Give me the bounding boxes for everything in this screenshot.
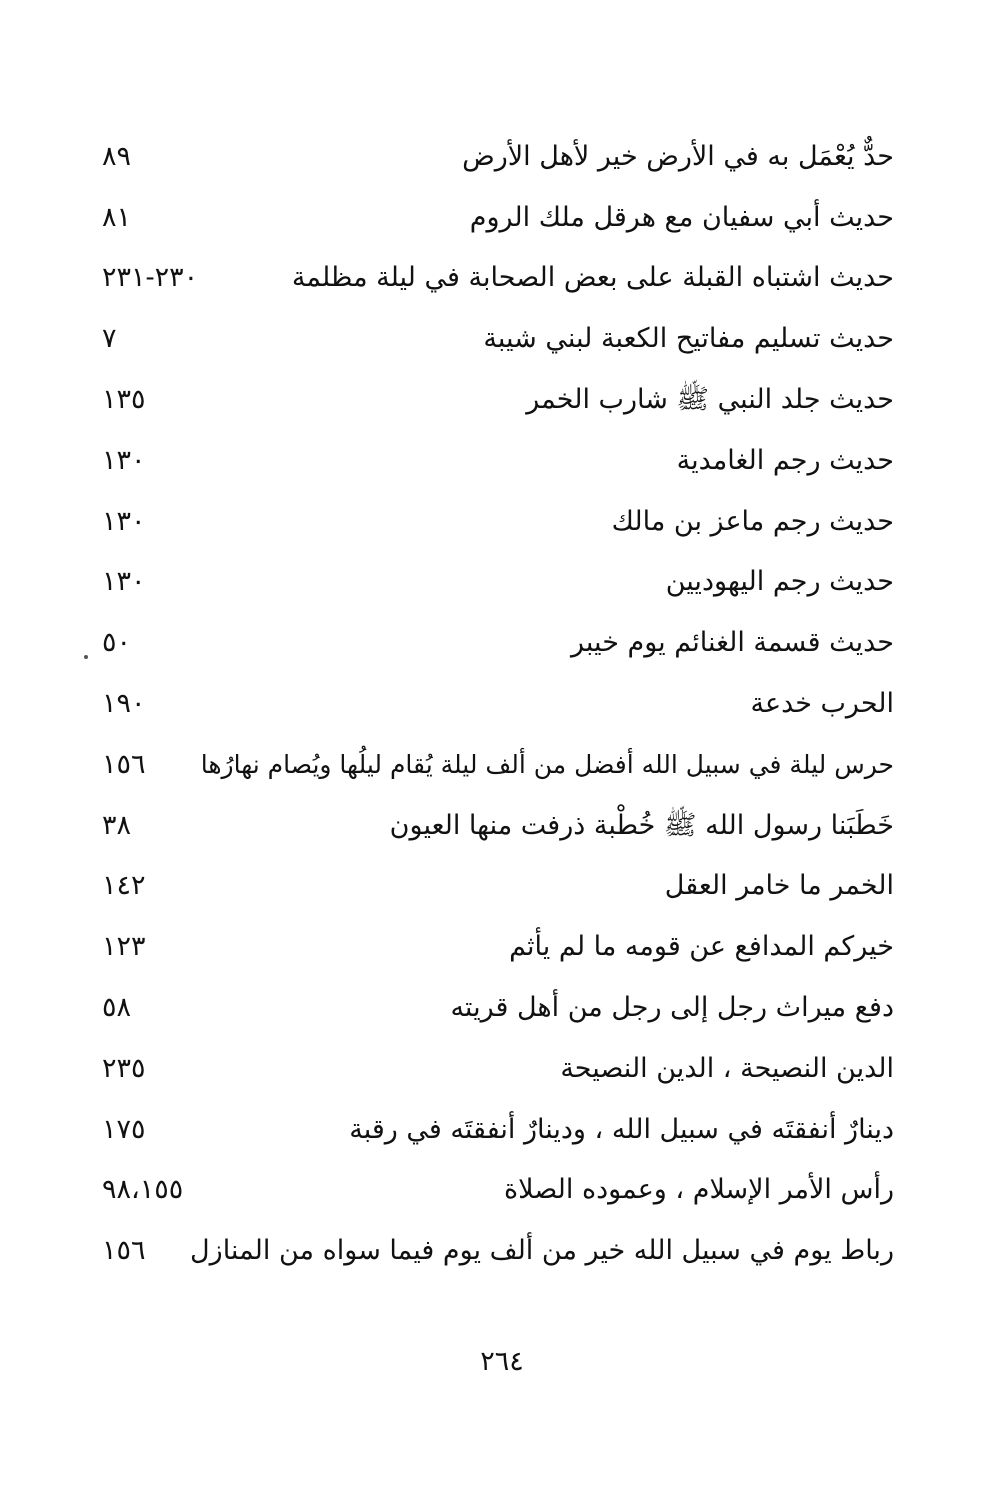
entry-text: رباط يوم في سبيل الله خير من ألف يوم فيما سواه من المنازل bbox=[190, 1235, 894, 1267]
entry-page-refs: ٢٣٥ bbox=[102, 1052, 146, 1084]
entry-text: خَطَبَنا رسول الله ﷺ خُطْبة ذرفت منها العيون bbox=[389, 809, 894, 841]
entry-page-refs: ٧ bbox=[102, 323, 117, 355]
entry-text: حديث أبي سفيان مع هرقل ملك الروم bbox=[469, 201, 894, 233]
entry-text: حدٌّ يُعْمَل به في الأرض خير لأهل الأرض bbox=[462, 140, 894, 172]
entry-page-refs: ١٢٣ bbox=[102, 931, 146, 963]
entry-page-refs: ٥٠ bbox=[102, 627, 132, 659]
entry-page-refs: ٨١ bbox=[102, 201, 132, 233]
index-entry bbox=[80, 856, 894, 917]
index-entry bbox=[80, 916, 894, 977]
entry-page-refs: ١٥٦ bbox=[102, 1235, 146, 1267]
entry-text: حديث قسمة الغنائم يوم خيبر bbox=[571, 627, 894, 659]
entry-text: رأس الأمر الإسلام ، وعموده الصلاة bbox=[503, 1174, 894, 1206]
entry-page-refs: ٣٨ bbox=[102, 809, 132, 841]
entry-page-refs: ٩٨،١٥٥ bbox=[102, 1174, 184, 1206]
entry-page-refs: ١٣٥ bbox=[102, 384, 146, 416]
entry-text: الخمر ما خامر العقل bbox=[664, 870, 894, 902]
entry-text: حديث تسليم مفاتيح الكعبة لبني شيبة bbox=[483, 323, 894, 355]
entry-page-refs: ١٧٥ bbox=[102, 1113, 146, 1145]
index-entry bbox=[80, 430, 894, 491]
index-entry bbox=[80, 1160, 894, 1221]
index-entry bbox=[80, 673, 894, 734]
index-entry bbox=[80, 552, 894, 613]
entry-text: حديث رجم ماعز بن مالك bbox=[611, 505, 894, 537]
index-entry bbox=[80, 795, 894, 856]
entry-text: حديث جلد النبي ﷺ شارب الخمر bbox=[526, 384, 894, 416]
entry-text: الحرب خدعة bbox=[750, 688, 894, 720]
index-entry bbox=[80, 1099, 894, 1160]
index-entry bbox=[80, 369, 894, 430]
entry-page-refs: ١٤٢ bbox=[102, 870, 146, 902]
index-entry bbox=[80, 308, 894, 369]
index-entry bbox=[80, 977, 894, 1038]
index-entry bbox=[80, 734, 894, 795]
index-entry bbox=[80, 1038, 894, 1099]
page-number: ٢٦٤ bbox=[480, 1346, 524, 1377]
entry-text: خيركم المدافع عن قومه ما لم يأثم bbox=[509, 931, 894, 963]
entry-page-refs: ١٣٠ bbox=[102, 566, 146, 598]
entry-text: حديث اشتباه القبلة على بعض الصحابة في ليلة مظلمة bbox=[291, 262, 894, 294]
hadith-index-list bbox=[80, 126, 894, 1281]
index-entry bbox=[80, 612, 894, 673]
entry-page-refs: ٥٨ bbox=[102, 992, 132, 1024]
index-entry bbox=[80, 126, 894, 187]
entry-text: دفع ميراث رجل إلى رجل من أهل قريته bbox=[450, 992, 894, 1024]
entry-page-refs: ١٥٦ bbox=[102, 748, 146, 780]
entry-page-refs: ١٩٠ bbox=[102, 688, 146, 720]
index-entry bbox=[80, 491, 894, 552]
entry-text: حديث رجم الغامدية bbox=[676, 444, 894, 476]
entry-text: دينارٌ أنفقتَه في سبيل الله ، ودينارٌ أنفقتَه في رقبة bbox=[349, 1113, 894, 1145]
entry-page-refs: ١٣٠ bbox=[102, 505, 146, 537]
entry-page-refs: ٢٣٠-٢٣١ bbox=[102, 262, 199, 294]
index-entry bbox=[80, 1220, 894, 1281]
index-entry bbox=[80, 248, 894, 309]
entry-page-refs: ١٣٠ bbox=[102, 444, 146, 476]
stray-ink-dot bbox=[84, 655, 88, 659]
entry-page-refs: ٨٩ bbox=[102, 140, 132, 172]
entry-text: حديث رجم اليهوديين bbox=[665, 566, 894, 598]
entry-text: الدين النصيحة ، الدين النصيحة bbox=[560, 1052, 894, 1084]
entry-text: حرس ليلة في سبيل الله أفضل من ألف ليلة يُقام ليلُها ويُصام نهارُها bbox=[200, 749, 894, 779]
index-entry bbox=[80, 187, 894, 248]
